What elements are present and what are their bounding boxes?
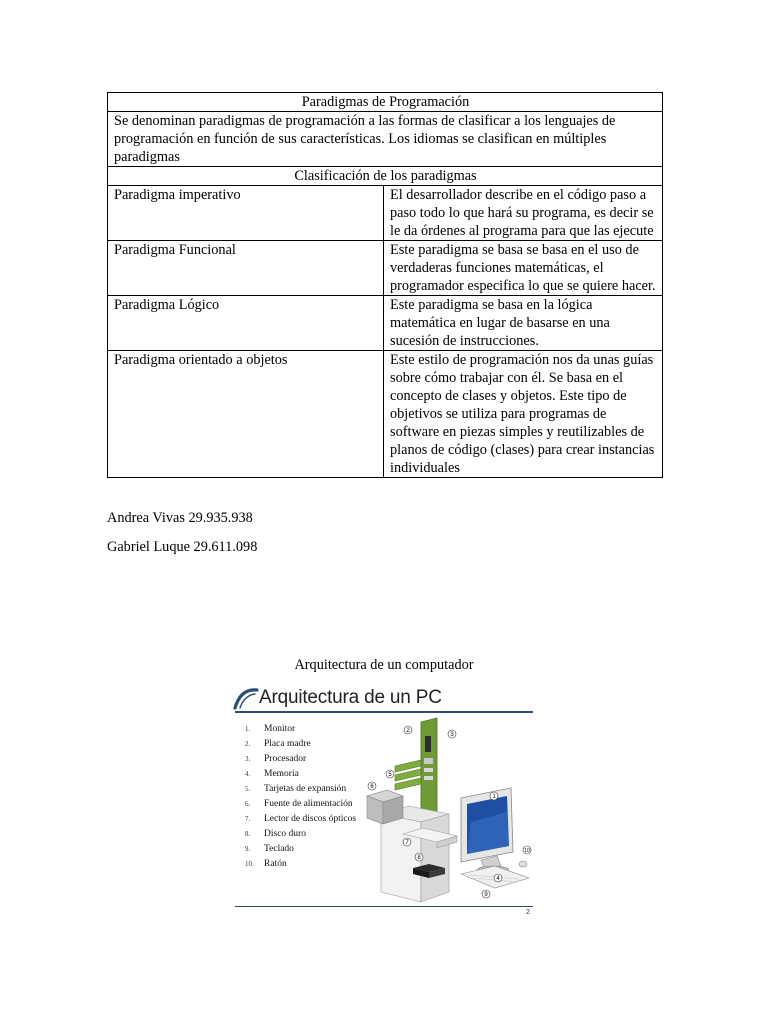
table-row bbox=[108, 351, 663, 478]
item-number: 5. bbox=[245, 785, 251, 793]
list-item bbox=[245, 842, 356, 857]
callout-label: 10 bbox=[524, 848, 530, 854]
pc-illustration bbox=[361, 714, 533, 904]
list-item bbox=[245, 722, 356, 737]
item-label: Tarjetas de expansión bbox=[264, 784, 347, 794]
table-subtitle-row bbox=[108, 167, 663, 186]
table-row bbox=[108, 186, 663, 241]
item-label: Placa madre bbox=[264, 739, 311, 749]
table-intro: Se denominan paradigmas de programación a las formas de clasificar a los lenguajes de programación en función de sus características. Los idiomas se clasifican en múltiples paradigmas bbox=[108, 112, 663, 167]
paradigms-table bbox=[107, 92, 663, 478]
callout-label: 7 bbox=[405, 840, 409, 846]
callout-label: 8 bbox=[417, 855, 421, 861]
callout-label: 1 bbox=[492, 794, 496, 800]
callout-label: 9 bbox=[484, 892, 488, 898]
item-number: 4. bbox=[245, 770, 251, 778]
item-number: 9. bbox=[245, 845, 251, 853]
paradigm-name: Paradigma Funcional bbox=[108, 241, 384, 296]
list-item bbox=[245, 827, 356, 842]
figure-caption: Arquitectura de un computador bbox=[294, 657, 474, 673]
list-item bbox=[245, 767, 356, 782]
paradigm-name: Paradigma imperativo bbox=[108, 186, 384, 241]
item-number: 6. bbox=[245, 800, 251, 808]
table-title: Paradigmas de Programación bbox=[108, 93, 663, 112]
paradigm-name: Paradigma orientado a objetos bbox=[108, 351, 384, 478]
item-number: 3. bbox=[245, 755, 251, 763]
item-number: 2. bbox=[245, 740, 251, 748]
list-item bbox=[245, 782, 356, 797]
paradigm-name: Paradigma Lógico bbox=[108, 296, 384, 351]
slide-divider bbox=[235, 711, 533, 713]
slide-logo-icon bbox=[233, 688, 259, 710]
item-number: 10. bbox=[245, 860, 254, 868]
pc-architecture-figure bbox=[233, 684, 534, 920]
slide-page-number: 2 bbox=[526, 909, 530, 916]
table-row bbox=[108, 296, 663, 351]
callout-label: 4 bbox=[496, 876, 500, 882]
components-list bbox=[245, 722, 356, 872]
list-item bbox=[245, 737, 356, 752]
item-label: Teclado bbox=[264, 844, 294, 854]
item-label: Procesador bbox=[264, 754, 307, 764]
slide-footer-divider bbox=[235, 906, 533, 907]
callout-label: 2 bbox=[406, 728, 410, 734]
paradigm-description: El desarrollador describe en el código paso a paso todo lo que hará su programa, es decir se le da órdenes al programa para que las ejecute bbox=[384, 186, 663, 241]
expansion-cards-shape bbox=[395, 760, 421, 790]
list-item bbox=[245, 752, 356, 767]
list-item bbox=[245, 812, 356, 827]
mouse-shape bbox=[519, 861, 527, 867]
monitor-shape bbox=[461, 788, 513, 874]
item-number: 7. bbox=[245, 815, 251, 823]
item-label: Memoria bbox=[264, 769, 299, 779]
paradigm-description: Este estilo de programación nos da unas guías sobre cómo trabajar con él. Se basa en el concepto de clases y objetos. Este tipo de objetivos se utiliza para programas de software en piezas simples y reutilizables de planos de código (clases) para crear instancias individuales bbox=[384, 351, 663, 478]
item-label: Monitor bbox=[264, 724, 296, 734]
item-label: Fuente de alimentación bbox=[264, 799, 353, 809]
item-number: 1. bbox=[245, 725, 251, 733]
list-item bbox=[245, 797, 356, 812]
item-label: Ratón bbox=[264, 859, 287, 869]
paradigm-description: Este paradigma se basa se basa en el uso de verdaderas funciones matemáticas, el programador especifica lo que se quiere hacer. bbox=[384, 241, 663, 296]
callout-label: 5 bbox=[388, 772, 392, 778]
callout-label: 3 bbox=[450, 732, 454, 738]
list-item bbox=[245, 857, 356, 872]
slide-title: Arquitectura de un PC bbox=[259, 687, 442, 708]
table-title-row bbox=[108, 93, 663, 112]
item-label: Lector de discos ópticos bbox=[264, 814, 357, 824]
paradigm-description: Este paradigma se basa en la lógica matemática en lugar de basarse en una sucesión de instrucciones. bbox=[384, 296, 663, 351]
power-supply-shape bbox=[367, 790, 403, 824]
table-subtitle: Clasificación de los paradigmas bbox=[108, 167, 663, 186]
item-number: 8. bbox=[245, 830, 251, 838]
item-label: Disco duro bbox=[264, 829, 306, 839]
author-line: Andrea Vivas 29.935.938 bbox=[107, 510, 253, 526]
table-intro-row bbox=[108, 112, 663, 167]
callout-label: 6 bbox=[370, 784, 374, 790]
table-row bbox=[108, 241, 663, 296]
author-line: Gabriel Luque 29.611.098 bbox=[107, 539, 258, 555]
